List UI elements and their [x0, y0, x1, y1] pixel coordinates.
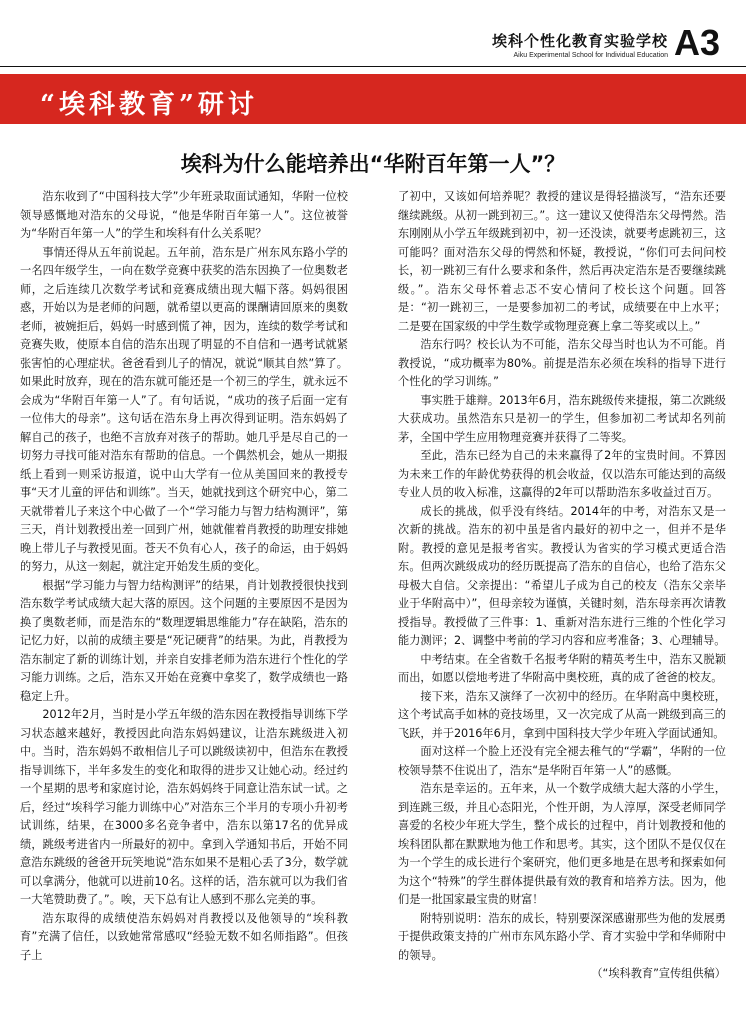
page-number: A3 [673, 22, 720, 63]
article-headline: 埃科为什么能培养出“华附百年第一人”？ [180, 152, 566, 176]
paragraph: 浩东取得的成绩使浩东妈妈对肖教授以及他领导的“埃科教育”充满了信任，以致她常常感叹“经验无数不如名师指路”。但孩子上 [20, 911, 348, 962]
paragraph: 事实胜于雄辩。2013年6月，浩东跳级传来捷报，第二次跳级大获成功。虽然浩东只是初一的学生，但参加初二考试却名列前茅，全国中学生应用物理竞赛并获得了二等奖。 [398, 393, 726, 444]
paragraph: 附特别说明：浩东的成长，特别要深深感谢那些为他的发展勇于提供政策支持的广州市东风东路小学、育才实验中学和华师附中的领导。 [398, 911, 726, 962]
header-divider [0, 66, 746, 67]
section-title: “埃科教育”研讨 [40, 90, 258, 120]
paragraph: 浩东收到了“中国科技大学”少年班录取面试通知，华附一位校领导感慨地对浩东的父母说，“他是华附百年第一人”。这位被誉为“华附百年第一人”的学生和埃科有什么关系呢？ [20, 190, 348, 240]
article-signature: （“埃科教育”宣传组供稿） [591, 967, 726, 980]
article-column-right [398, 188, 726, 984]
school-name-cn: 埃科个性化教育实验学校 [491, 32, 668, 50]
paragraph: 成长的挑战，似乎没有终结。2014年的中考，对浩东又是一次新的挑战。浩东的初中虽是省内最好的初中之一，但并不是华附。教授的意见是报考省实。教授认为省实的学习模式更适合浩东。但两次跳级成功的经历既提高了浩东的自信心，也给了浩东父母极大自信。父亲提出：“希望儿子成为自己的校友（浩东父亲毕业于华附高中）”，但母亲较为谨慎，关键时刻，浩东母亲再次请教授指导。教授做了三件事：1、重新对浩东进行三维的个性化学习能力测评；2、调整中考前的学习内容和应考准备；3、心理辅导。 [398, 504, 726, 647]
paragraph: 根据“学习能力与智力结构测评”的结果，肖计划教授很快找到浩东数学考试成绩大起大落的原因。这个问题的主要原因不是因为换了奥数老师，而是浩东的“数理逻辑思维能力”存在缺陷，浩东的记忆力好，以前的成绩主要是“死记硬背”的结果。为此，肖教授为浩东制定了新的训练计划，并亲自安排老师为浩东进行个性化的学习能力训练。之后，浩东又开始在竞赛中拿奖了，数学成绩也一路稳定上升。 [20, 578, 348, 703]
paragraph: 事情还得从五年前说起。五年前，浩东是广州东风东路小学的一名四年级学生，一向在数学竞赛中获奖的浩东因换了一位奥数老师，之后连续几次数学考试和竞赛成绩出现大幅下落。妈妈很困惑，开始以为是老师的问题，就希望以更高的课酬请回原来的奥数老师，被婉拒后，妈妈一时感到慌了神，因为，连续的数学考试和竞赛失败，使原本自信的浩东出现了明显的不自信和一遇考试就紧张害怕的心理症状。爸爸看到儿子的情况，就说“顺其自然”算了。如果此时放弃，现在的浩东就可能还是一个初三的学生，就永远不会成为“华附百年第一人”了。有句话说，“成功的孩子后面一定有一位伟大的母亲”。这句话在浩东身上再次得到证明。浩东妈妈了解自己的孩子，也绝不言放弃对孩子的帮助。她几乎是尽自己的一切努力寻找可能对浩东有帮助的信息。一个偶然机会，她从一期报纸上看到一则采访报道，说中山大学有一位从美国回来的教授专事“天才儿童的评估和训练”。当天，她就找到这个研究中心，第二天就带着儿子来这个中心做了一个“学习能力与智力结构测评”，第三天，肖计划教授出差一回到广州，她就催着肖教授的助理安排她晚上带儿子与教授见面。苍天不负有心人，孩子的命运，由于妈妈的努力，从这一刻起，就注定开始发生质的变化。 [20, 245, 348, 573]
paragraph: 面对这样一个脸上还没有完全褪去稚气的“学霸”，华附的一位校领导禁不住说出了，浩东“是华附百年第一人”的感慨。 [398, 745, 726, 777]
paragraph: 2012年2月，当时是小学五年级的浩东因在教授指导训练下学习状态越来越好，教授因此向浩东妈妈建议，让浩东跳级进入初中。当时，浩东妈妈不敢相信儿子可以跳级读初中，但浩东在教授指导训练下，半年多发生的变化和取得的进步又让她心动。经过约一个星期的思考和家庭讨论，浩东妈妈终于同意让浩东试一试。之后，经过“埃科学习能力训练中心”对浩东三个半月的专项小升初考试训练，结果，在3000多名竞争者中，浩东以第17名的优异成绩，跳级考进省内一所最好的初中。拿到入学通知书后，开始不同意浩东跳级的爸爸开玩笑地说“浩东如果不是粗心丢了3分，数学就可以拿满分，他就可以进前10名。这样的话，浩东就可以为我们省一大笔赞助费了。”。唉，天下总有让人感到不那么完美的事。 [20, 708, 348, 906]
paragraph: 中考结束。在全省数千名报考华附的精英考生中，浩东又脱颖而出，如愿以偿地考进了华附高中奥校班，真的成了爸爸的校友。 [398, 652, 726, 684]
school-name-en: Aiku Experimental School for Individual Education [513, 52, 668, 59]
paragraph: 浩东是幸运的。五年来，从一个数学成绩大起大落的小学生，到连跳三级，并且心态阳光，个性开朗，为人淳厚，深受老师同学喜爱的名校少年班大学生，整个成长的过程中，肖计划教授和他的埃科团队都在默默地为他工作和思考。其实，这个团队不是仅仅在为一个学生的成长进行个案研究，他们更多地是在思考和探索如何为这个“特殊”的学生群体提供最有效的教育和培养方法。因为，他们是一批国家最宝贵的财富！ [398, 782, 726, 906]
section-banner [0, 74, 746, 124]
paragraph: 接下来，浩东又演绎了一次初中的经历。在华附高中奥校班，这个考试高手如林的竞技场里，又一次完成了从高一跳级到高三的飞跃，并于2016年6月，拿到中国科技大学少年班入学面试通知。 [398, 689, 726, 740]
paragraph: 至此，浩东已经为自己的未来赢得了2年的宝贵时间。不算因为未来工作的年龄优势获得的机会收益，仅以浩东可能达到的高级专业人员的收入标准，这赢得的2年可以帮助浩东多收益过百万。 [398, 449, 726, 499]
page-header [0, 0, 746, 76]
paragraph: 了初中，又该如何培养呢？教授的建议是得轻描淡写，“浩东还要继续跳级。从初一跳到初三。”。这一建议又使得浩东父母愕然。浩东刚刚从小学五年级跳到初中，初一还没读，就要考虑跳初三，这可能吗？面对浩东父母的愕然和怀疑，教授说，“你们可去问问校长，初一跳初三有什么要求和条件，然后再决定浩东是否要继续跳级。”。浩东父母怀着忐忑不安心情问了校长这个问题。回答是：“初一跳初三，一是要参加初二的考试，成绩要在中上水平；二是要在国家级的中学生数学或物理竞赛上拿二等奖或以上。” [398, 190, 726, 333]
paragraph: 浩东行吗？校长认为不可能，浩东父母当时也认为不可能。肖教授说，“成功概率为80%。前提是浩东必须在埃科的指导下进行个性化的学习训练。” [398, 338, 726, 388]
article-column-left [20, 188, 348, 965]
